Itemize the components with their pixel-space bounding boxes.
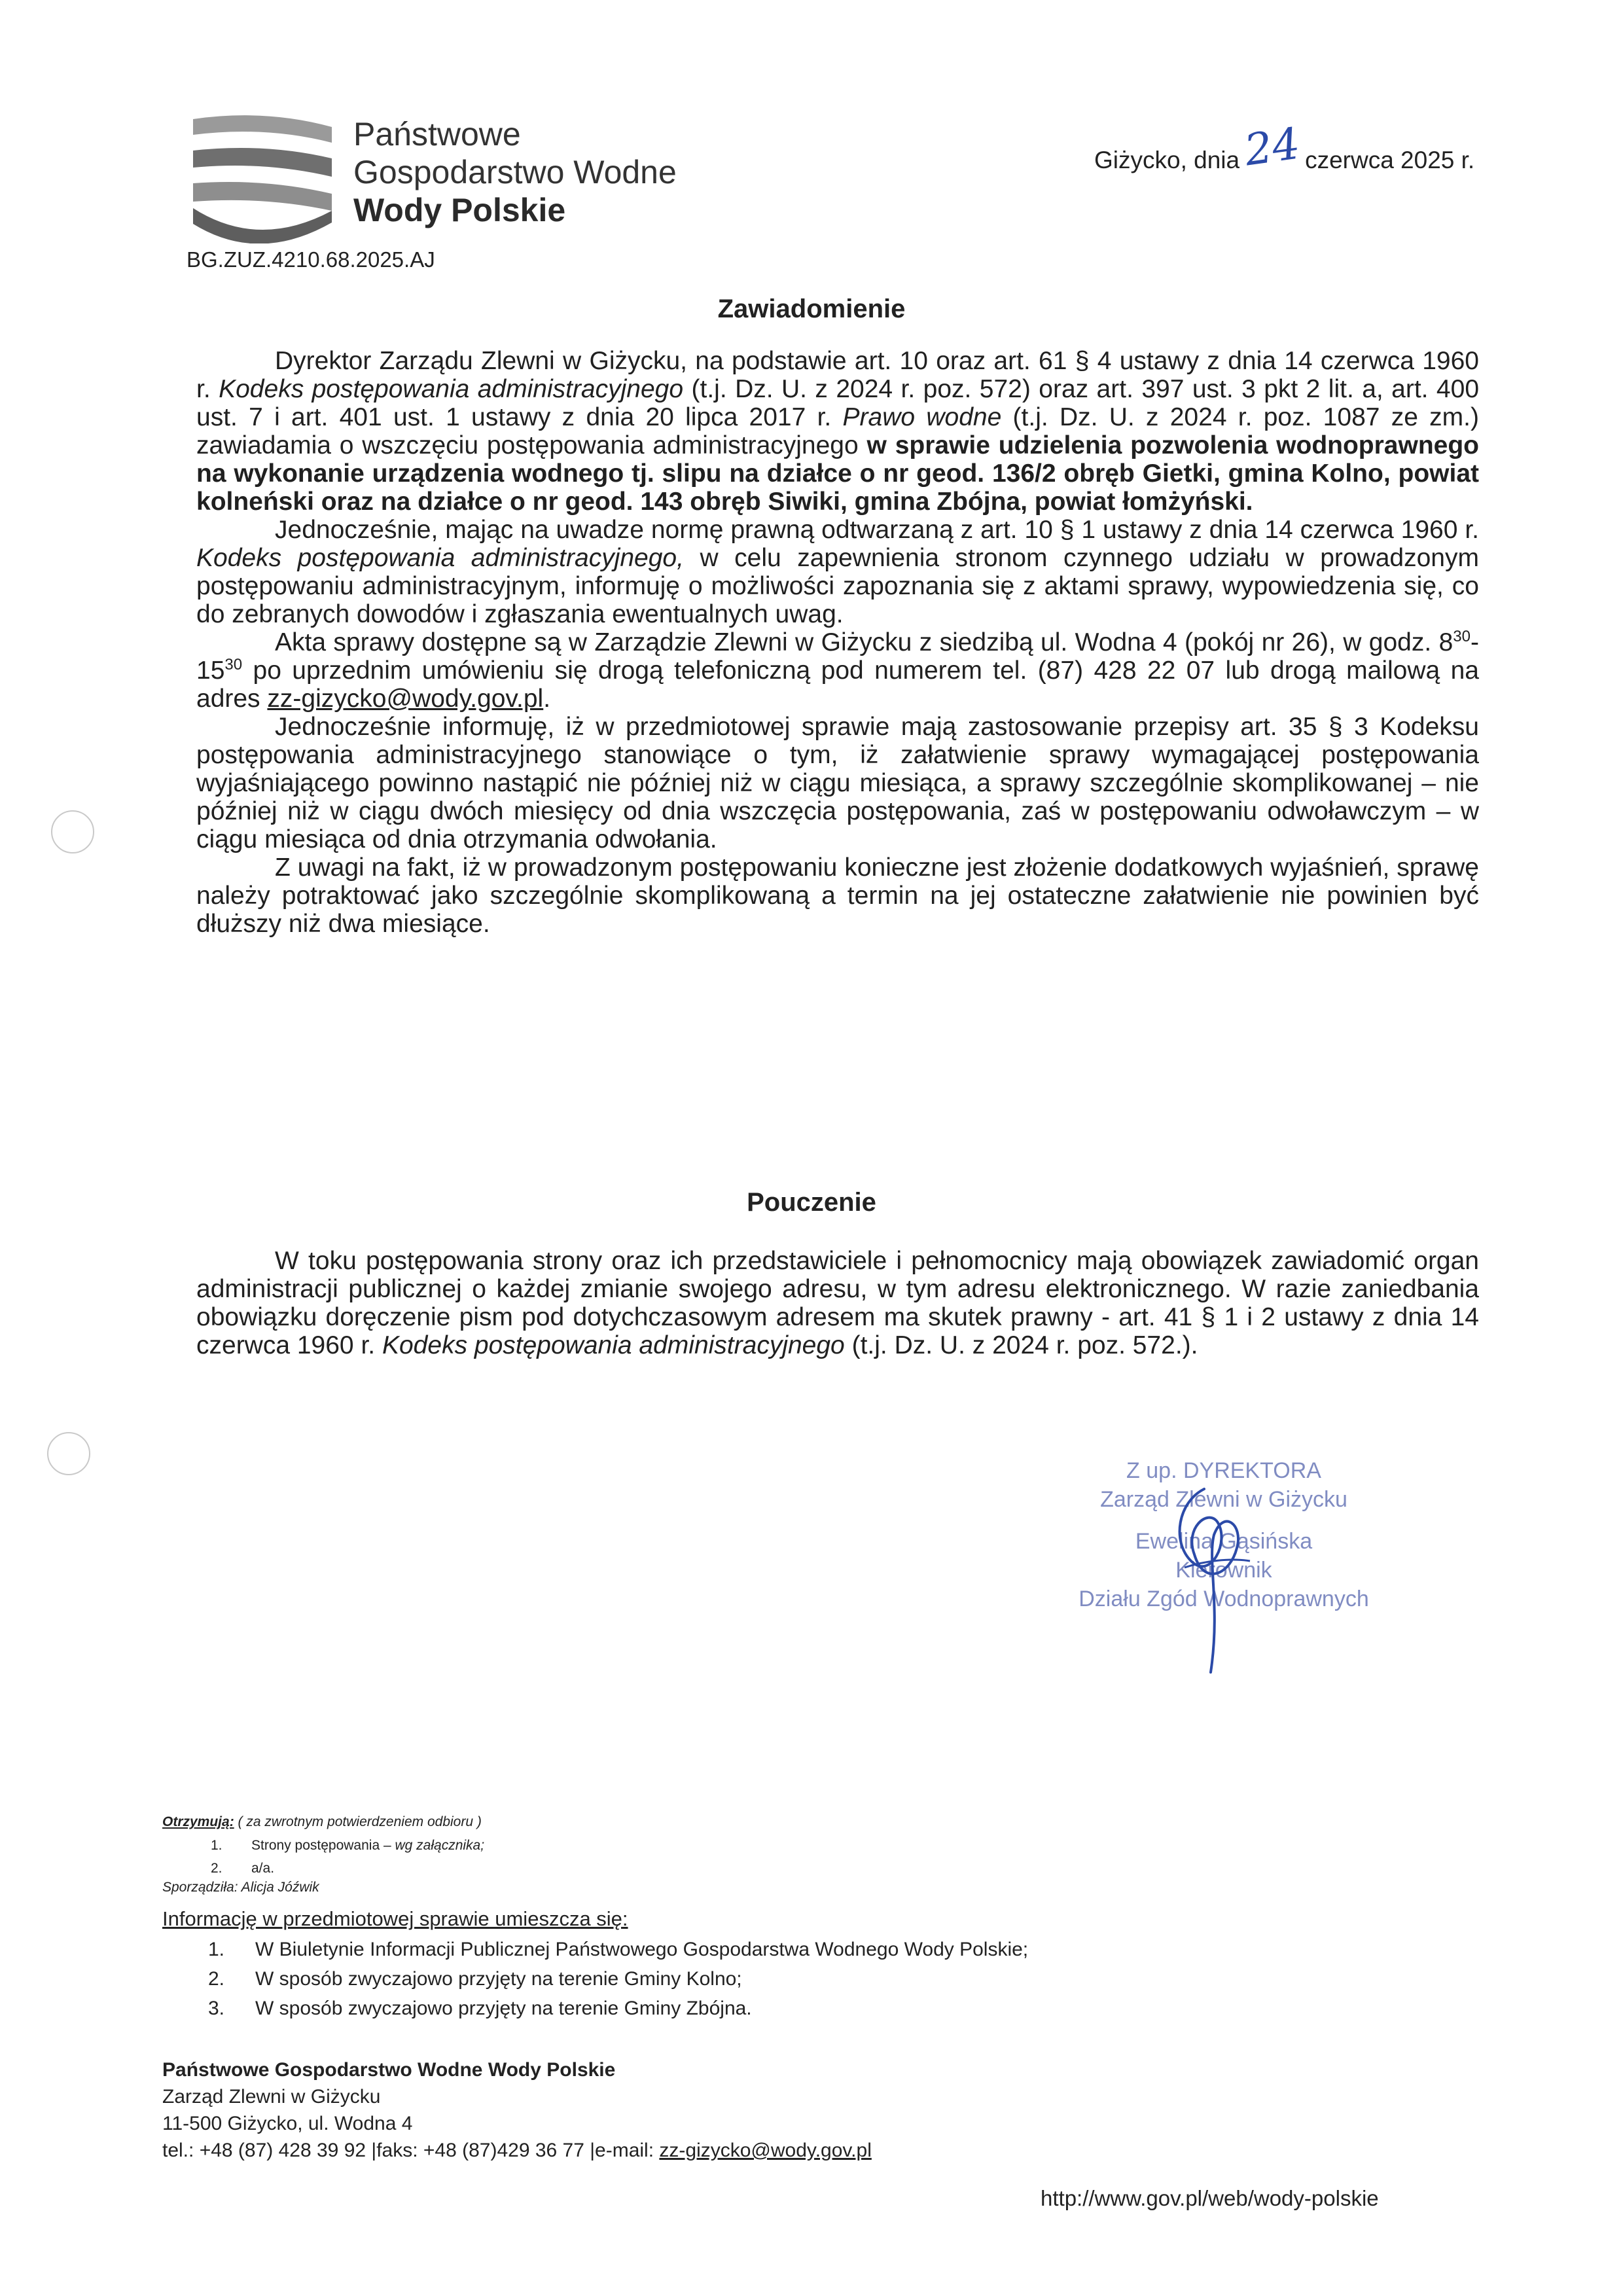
punch-hole-mark: [47, 1432, 90, 1475]
month-year: czerwca 2025 r.: [1305, 147, 1475, 173]
list-item: 3. W sposób zwyczajowo przyjęty na terenie Gminy Zbójna.: [208, 1998, 752, 2019]
notice-paragraph-4: Jednocześnie informuję, iż w przedmiotowej sprawie mają zastosowanie przepisy art. 35 § 3 Kodeksu postępowania administracyjnego stanowiące o tym, iż załatwienie sprawy wymagającej postępowania wyjaśniającego powinno nastąpić nie później niż w ciągu miesiąca, a sprawy szczególnie skomplikowanej – nie później niż w ciągu dwóch miesięcy od dnia wszczęcia postępowania, zaś w postępowaniu odwoławczym – w ciągu miesiąca od dnia otrzymania odwołania.: [196, 713, 1479, 853]
instruction-paragraph: [196, 1247, 1479, 1359]
case-reference: BG.ZUZ.4210.68.2025.AJ: [187, 247, 435, 272]
list-item: 2. a/a.: [211, 1861, 275, 1876]
instruction-body: [196, 1247, 1479, 1359]
stamp-line-2: Zarząd Zlewni w Giżycku: [1100, 1487, 1347, 1512]
list-item: 1. Strony postępowania – wg załącznika;: [211, 1838, 485, 1853]
footer-email-link[interactable]: zz-gizycko@wody.gov.pl: [659, 2140, 872, 2161]
instruction-text: W toku postępowania strony oraz ich przedstawiciele i pełnomocnicy mają obowiązek zawiadomić organ administracji publicznej o każdej zmianie swojego adresu, w tym adresu elektronicznego. W razie zaniedbania obowiązku doręczenie pism pod dotychczasowym adresem ma skutek prawny - art. 41 § 1 i 2 ustawy z dnia 14 czerwca 1960 r.: [196, 1247, 1479, 1359]
punch-hole-mark: [51, 810, 94, 853]
proceedings-text: (t.j. Dz. U. z 2024 r. poz. 1087 ze zm.) zawiadamia o wszczęciu postępowania administracyjnego: [196, 403, 1479, 459]
recipients-note: ( za zwrotnym potwierdzeniem odbioru ): [238, 1814, 482, 1829]
water-law-title: Prawo wodne: [842, 403, 1002, 431]
handwritten-signature: [1080, 1463, 1355, 1679]
prepared-by: Sporządziła: Alicja Jóźwik: [162, 1880, 319, 1895]
stamp-line-1: Z up. DYREKTORA: [1126, 1458, 1321, 1483]
place-and-date: [1094, 118, 1475, 179]
place-label: Giżycko, dnia: [1094, 147, 1240, 173]
sentence-end: .: [543, 685, 551, 713]
footer-org-name: Państwowe Gospodarstwo Wodne Wody Polskie: [162, 2059, 616, 2081]
notice-paragraph-3: [196, 628, 1479, 713]
email-link[interactable]: zz-gizycko@wody.gov.pl: [267, 685, 544, 713]
instruction-citation: (t.j. Dz. U. z 2024 r. poz. 572.).: [851, 1331, 1198, 1359]
wody-polskie-logo: [187, 113, 344, 243]
list-item: 1. W Biuletynie Informacji Publicznej Państwowego Gospodarstwa Wodnego Wody Polskie;: [208, 1939, 1029, 1960]
organization-name: [353, 115, 677, 229]
legal-basis-text-2: (t.j. Dz. U. z 2024 r. poz. 572) oraz art. 397 ust. 3 pkt 2 lit. a, art. 400 ust. 7 i art. 401 ust. 1 ustawy z dnia 20 lipca 2017 r.: [196, 375, 1480, 431]
footer-unit: Zarząd Zlewni w Giżycku: [162, 2086, 381, 2108]
website-link[interactable]: http://www.gov.pl/web/wody-polskie: [1041, 2186, 1379, 2210]
participation-text: w celu zapewnienia stronom czynnego udziału w prowadzonym postępowaniu administracyjnym, informuję o możliwości zapoznania się z aktami sprawy, wypowiedzenia się, co do zebranych dowodów i zgłaszania ewentualnych uwag.: [196, 544, 1479, 628]
kpa-title-2: Kodeks postępowania administracyjnego,: [196, 544, 684, 572]
kpa-title-3: Kodeks postępowania administracyjnego: [382, 1331, 845, 1359]
hours-superscript-1: 30: [1453, 628, 1471, 645]
publication-heading: Informację w przedmiotowej sprawie umieszcza się:: [162, 1907, 628, 1930]
footer-street: 11-500 Giżycko, ul. Wodna 4: [162, 2113, 413, 2134]
document-title: Zawiadomienie: [717, 295, 906, 323]
hours-range: -15: [196, 628, 1479, 685]
hours-superscript-2: 30: [224, 656, 243, 673]
recipients-label: Otrzymują:: [162, 1814, 234, 1829]
notice-paragraph-5: Z uwagi na fakt, iż w prowadzonym postępowaniu konieczne jest złożenie dodatkowych wyjaśnień, sprawę należy potraktować jako szczególnie skomplikowaną a termin na jej ostateczne załatwienie nie powinien być dłuższy niż dwa miesiące.: [196, 853, 1479, 938]
notice-body: [196, 347, 1479, 938]
norm-text: Jednocześnie, mając na uwadze normę prawną odtwarzaną z art. 10 § 1 ustawy z dnia 14 czerwca 1960 r.: [275, 516, 1479, 544]
notice-paragraph-1: [196, 347, 1479, 516]
instruction-title: Pouczenie: [747, 1188, 876, 1217]
stamp-line-3: Ewelina Gąsińska: [1135, 1529, 1313, 1554]
footer-contact: tel.: +48 (87) 428 39 92 |faks: +48 (87)429 36 77 |e-mail: zz-gizycko@wody.gov.pl: [162, 2140, 872, 2161]
org-name-line-1: Państwowe: [353, 116, 521, 152]
notice-paragraph-2: [196, 516, 1479, 628]
legal-basis-text: Dyrektor Zarządu Zlewni w Giżycku, na podstawie art. 10 oraz art. 61 § 4 ustawy z dnia 14 czerwca 1960 r.: [196, 347, 1479, 403]
recipients-heading: [162, 1814, 482, 1830]
handwritten-day: 24: [1241, 118, 1304, 176]
recipients-list: [211, 1834, 484, 1880]
stamp-line-4: Kierownik: [1175, 1558, 1272, 1583]
kpa-title: Kodeks postępowania administracyjnego: [219, 375, 684, 403]
publication-list: [208, 1935, 1028, 2023]
stamp-line-5: Działu Zgód Wodnoprawnych: [1079, 1587, 1369, 1611]
subject-of-proceedings: w sprawie udzielenia pozwolenia wodnoprawnego na wykonanie urządzenia wodnego tj. slipu na działce o nr geod. 136/2 obręb Gietki, gmina Kolno, powiat kolneński oraz na działce o nr geod. 143 obręb Siwiki, gmina Zbójna, powiat łomżyński.: [196, 431, 1479, 516]
org-name-line-3: Wody Polskie: [353, 192, 566, 228]
contact-text: po uprzednim umówieniu się drogą telefoniczną pod numerem tel. (87) 428 22 07 lub drogą mailową na adres: [196, 656, 1479, 713]
list-item: 2. W sposób zwyczajowo przyjęty na terenie Gminy Kolno;: [208, 1968, 742, 1990]
footer-address: [162, 2056, 872, 2164]
org-name-line-2: Gospodarstwo Wodne: [353, 154, 677, 190]
office-hours-text: Akta sprawy dostępne są w Zarządzie Zlewni w Giżycku z siedzibą ul. Wodna 4 (pokój nr 26), w godz. 8: [275, 628, 1454, 656]
